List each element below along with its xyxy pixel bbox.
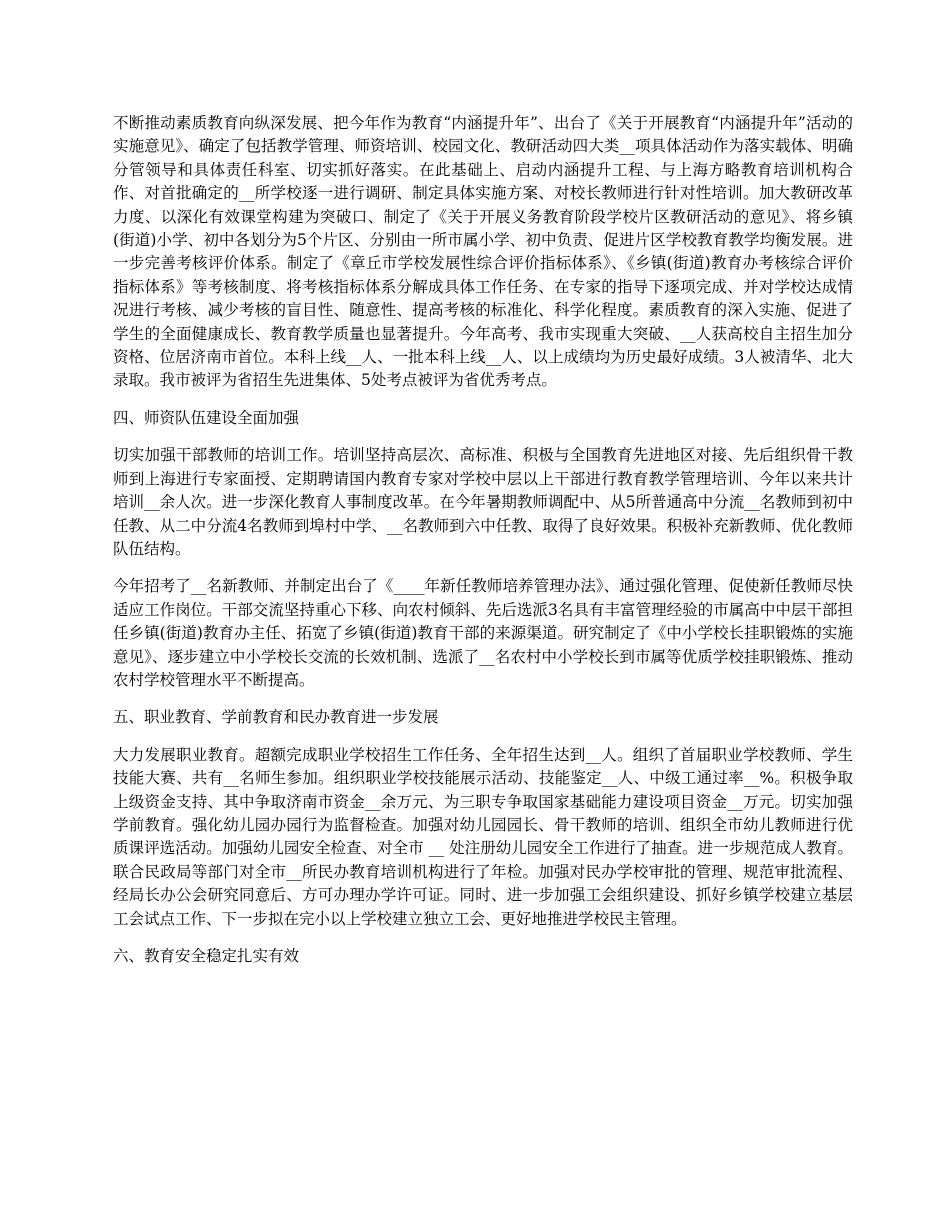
section-heading-teacher-team: 四、师资队伍建设全面加强 [113, 408, 300, 427]
section-heading-vocational-preschool-private: 五、职业教育、学前教育和民办教育进一步发展 [113, 708, 439, 727]
paragraph-teacher-training: 切实加强干部教师的培训工作。培训坚持高层次、高标准、积极与全国教育先进地区对接、先后组织骨干教师到上海进行专家面授、定期聘请国内教育专家对学校中层以上干部进行教育教学管理培训、今年以来共计培训__余人次。进一步深化教育人事制度改革。在今年暑期教师调配中、从5所普通高中分流__名教师到初中任教、从二中分流4名教师到埠村中学、__名教师到六中任教、取得了良好效果。积极补充新教师、优化教师队伍结构。 [113, 446, 853, 558]
paragraph-new-teachers: 今年招考了__名新教师、并制定出台了《____年新任教师培养管理办法》、通过强化管理、促使新任教师尽快适应工作岗位。干部交流坚持重心下移、向农村倾斜、先后选派3名具有丰富管理经验的市属高中中层干部担任乡镇(街道)教育办主任、拓宽了乡镇(街道)教育干部的来源渠道。研究制定了《中小学校长挂职锻炼的实施意见》、逐步建立中小学校长交流的长效机制、选派了__名农村中小学校长到市属等优质学校挂职锻炼、推动农村学校管理水平不断提高。 [113, 577, 853, 689]
paragraph-vocational-education: 大力发展职业教育。超额完成职业学校招生工作任务、全年招生达到__人。组织了首届职业学校教师、学生技能大赛、共有__名师生参加。组织职业学校技能展示活动、技能鉴定__人、中级工通过率__%。积极争取上级资金支持、其中争取济南市资金__余万元、为三职专争取国家基础能力建设项目资金__万元。切实加强学前教育。强化幼儿园办园行为监督检查。加强对幼儿园园长、骨干教师的培训、组织全市幼儿教师进行优质课评选活动。加强幼儿园安全检查、对全市 __ 处注册幼儿园安全工作进行了抽查。进一步规范成人教育。联合民政局等部门对全市__所民办教育培训机构进行了年检。加强对民办学校审批的管理、规范审批流程、经局长办公会研究同意后、方可办理办学许可证。同时、进一步加强工会组织建设、抓好乡镇学校建立基层工会试点工作、下一步拟在完小以上学校建立独立工会、更好地推进学校民主管理。 [113, 745, 853, 928]
section-heading-education-safety: 六、教育安全稳定扎实有效 [113, 947, 300, 965]
paragraph-quality-education: 不断推动素质教育向纵深发展、把今年作为教育“内涵提升年”、出台了《关于开展教育“内涵提升年”活动的实施意见》、确定了包括教学管理、师资培训、校园文化、教研活动四大类__项具体活动作为落实载体、明确分管领导和具体责任科室、切实抓好落实。在此基础上、启动内涵提升工程、与上海方略教育培训机构合作、对首批确定的__所学校逐一进行调研、制定具体实施方案、对校长教师进行针对性培训。加大教研改革力度、以深化有效课堂构建为突破口、制定了《关于开展义务教育阶段学校片区教研活动的意见》、将乡镇(街道)小学、初中各划分为5个片区、分别由一所市属小学、初中负责、促进片区学校教育教学均衡发展。进一步完善考核评价体系。制定了《章丘市学校发展性综合评价指标体系》、《乡镇(街道)教育办考核综合评价指标体系》等考核制度、将考核指标体系分解成具体工作任务、在专家的指导下逐项完成、并对学校达成情况进行考核、减少考核的盲目性、随意性、提高考核的标准化、科学化程度。素质教育的深入实施、促进了学生的全面健康成长、教育教学质量也显著提升。今年高考、我市实现重大突破、__人获高校自主招生加分资格、位居济南市首位。本科上线__人、一批本科上线__人、以上成绩均为历史最好成绩。3人被清华、北大录取。我市被评为省招生先进集体、5处考点被评为省优秀考点。 [113, 114, 853, 390]
document-page [113, 112, 853, 982]
